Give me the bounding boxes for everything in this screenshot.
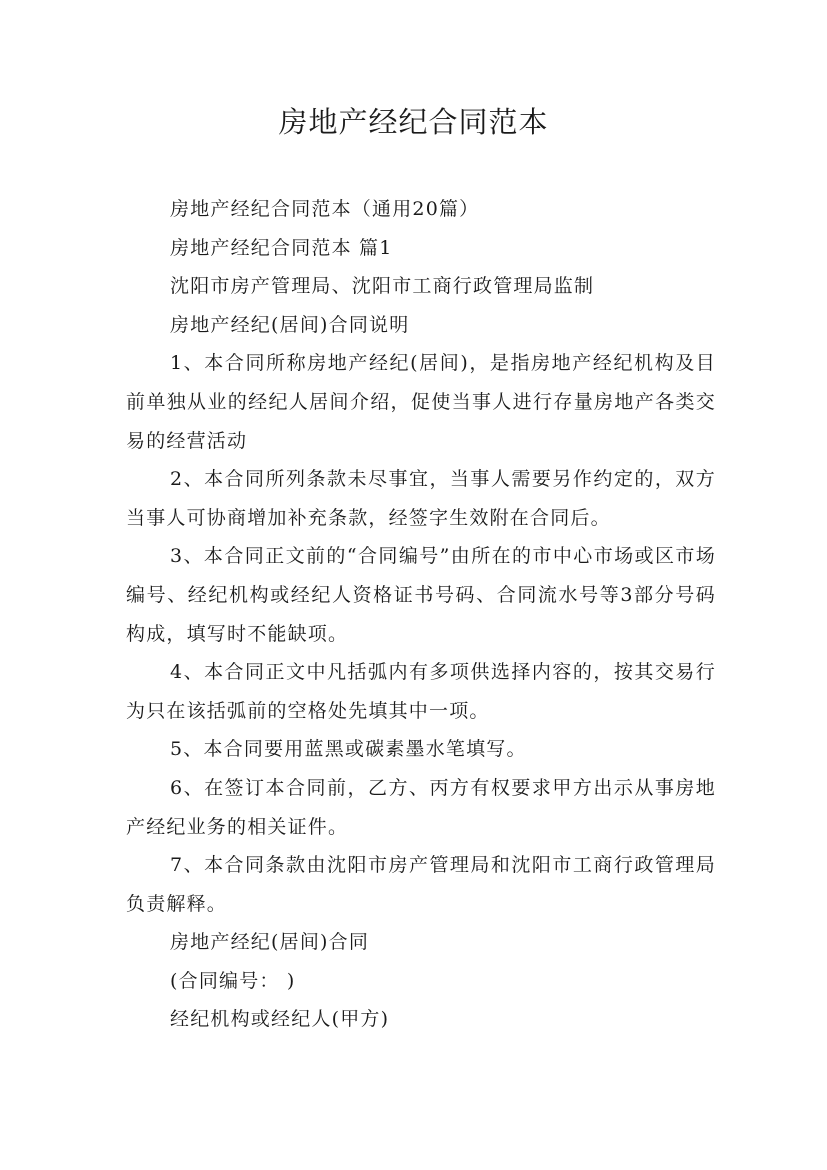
paragraph-subtitle: 房地产经纪合同范本（通用20篇） bbox=[170, 198, 480, 220]
paragraph-party-a: 经纪机构或经纪人(甲方) bbox=[170, 1008, 390, 1031]
paragraph-contract-heading: 房地产经纪(居间)合同 bbox=[170, 931, 370, 954]
paragraph-note-6: 6、在签订本合同前，乙方、丙方有权要求甲方出示从事房地产经纪业务的相关证件。 bbox=[126, 776, 716, 838]
paragraph-note-3: 3、本合同正文前的“合同编号”由所在的市中心市场或区市场编号、经纪机构或经纪人资格证书号码、合同流水号等3部分号码构成，填写时不能缺项。 bbox=[126, 545, 716, 645]
paragraph-contract-number: (合同编号： ) bbox=[170, 969, 296, 992]
document-body bbox=[126, 190, 716, 1039]
paragraph-note-4: 4、本合同正文中凡括弧内有多项供选择内容的，按其交易行为只在该括弧前的空格处先填其中一项。 bbox=[126, 661, 716, 722]
paragraph-note-5: 5、本合同要用蓝黑或碳素墨水笔填写。 bbox=[170, 738, 527, 761]
paragraph-section-heading: 房地产经纪合同范本 篇1 bbox=[170, 236, 393, 259]
document-title: 房地产经纪合同范本 bbox=[278, 105, 549, 139]
paragraph-contract-notes-heading: 房地产经纪(居间)合同说明 bbox=[170, 313, 410, 336]
paragraph-note-2: 2、本合同所列条款未尽事宜，当事人需要另作约定的，双方当事人可协商增加补充条款，经签字生效附在合同后。 bbox=[126, 468, 716, 529]
paragraph-supervisor: 沈阳市房产管理局、沈阳市工商行政管理局监制 bbox=[170, 275, 595, 298]
paragraph-note-7: 7、本合同条款由沈阳市房产管理局和沈阳市工商行政管理局负责解释。 bbox=[126, 854, 716, 915]
paragraph-note-1: 1、本合同所称房地产经纪(居间)，是指房地产经纪机构及目前单独从业的经纪人居间介绍，促使当事人进行存量房地产各类交易的经营活动 bbox=[126, 352, 716, 452]
